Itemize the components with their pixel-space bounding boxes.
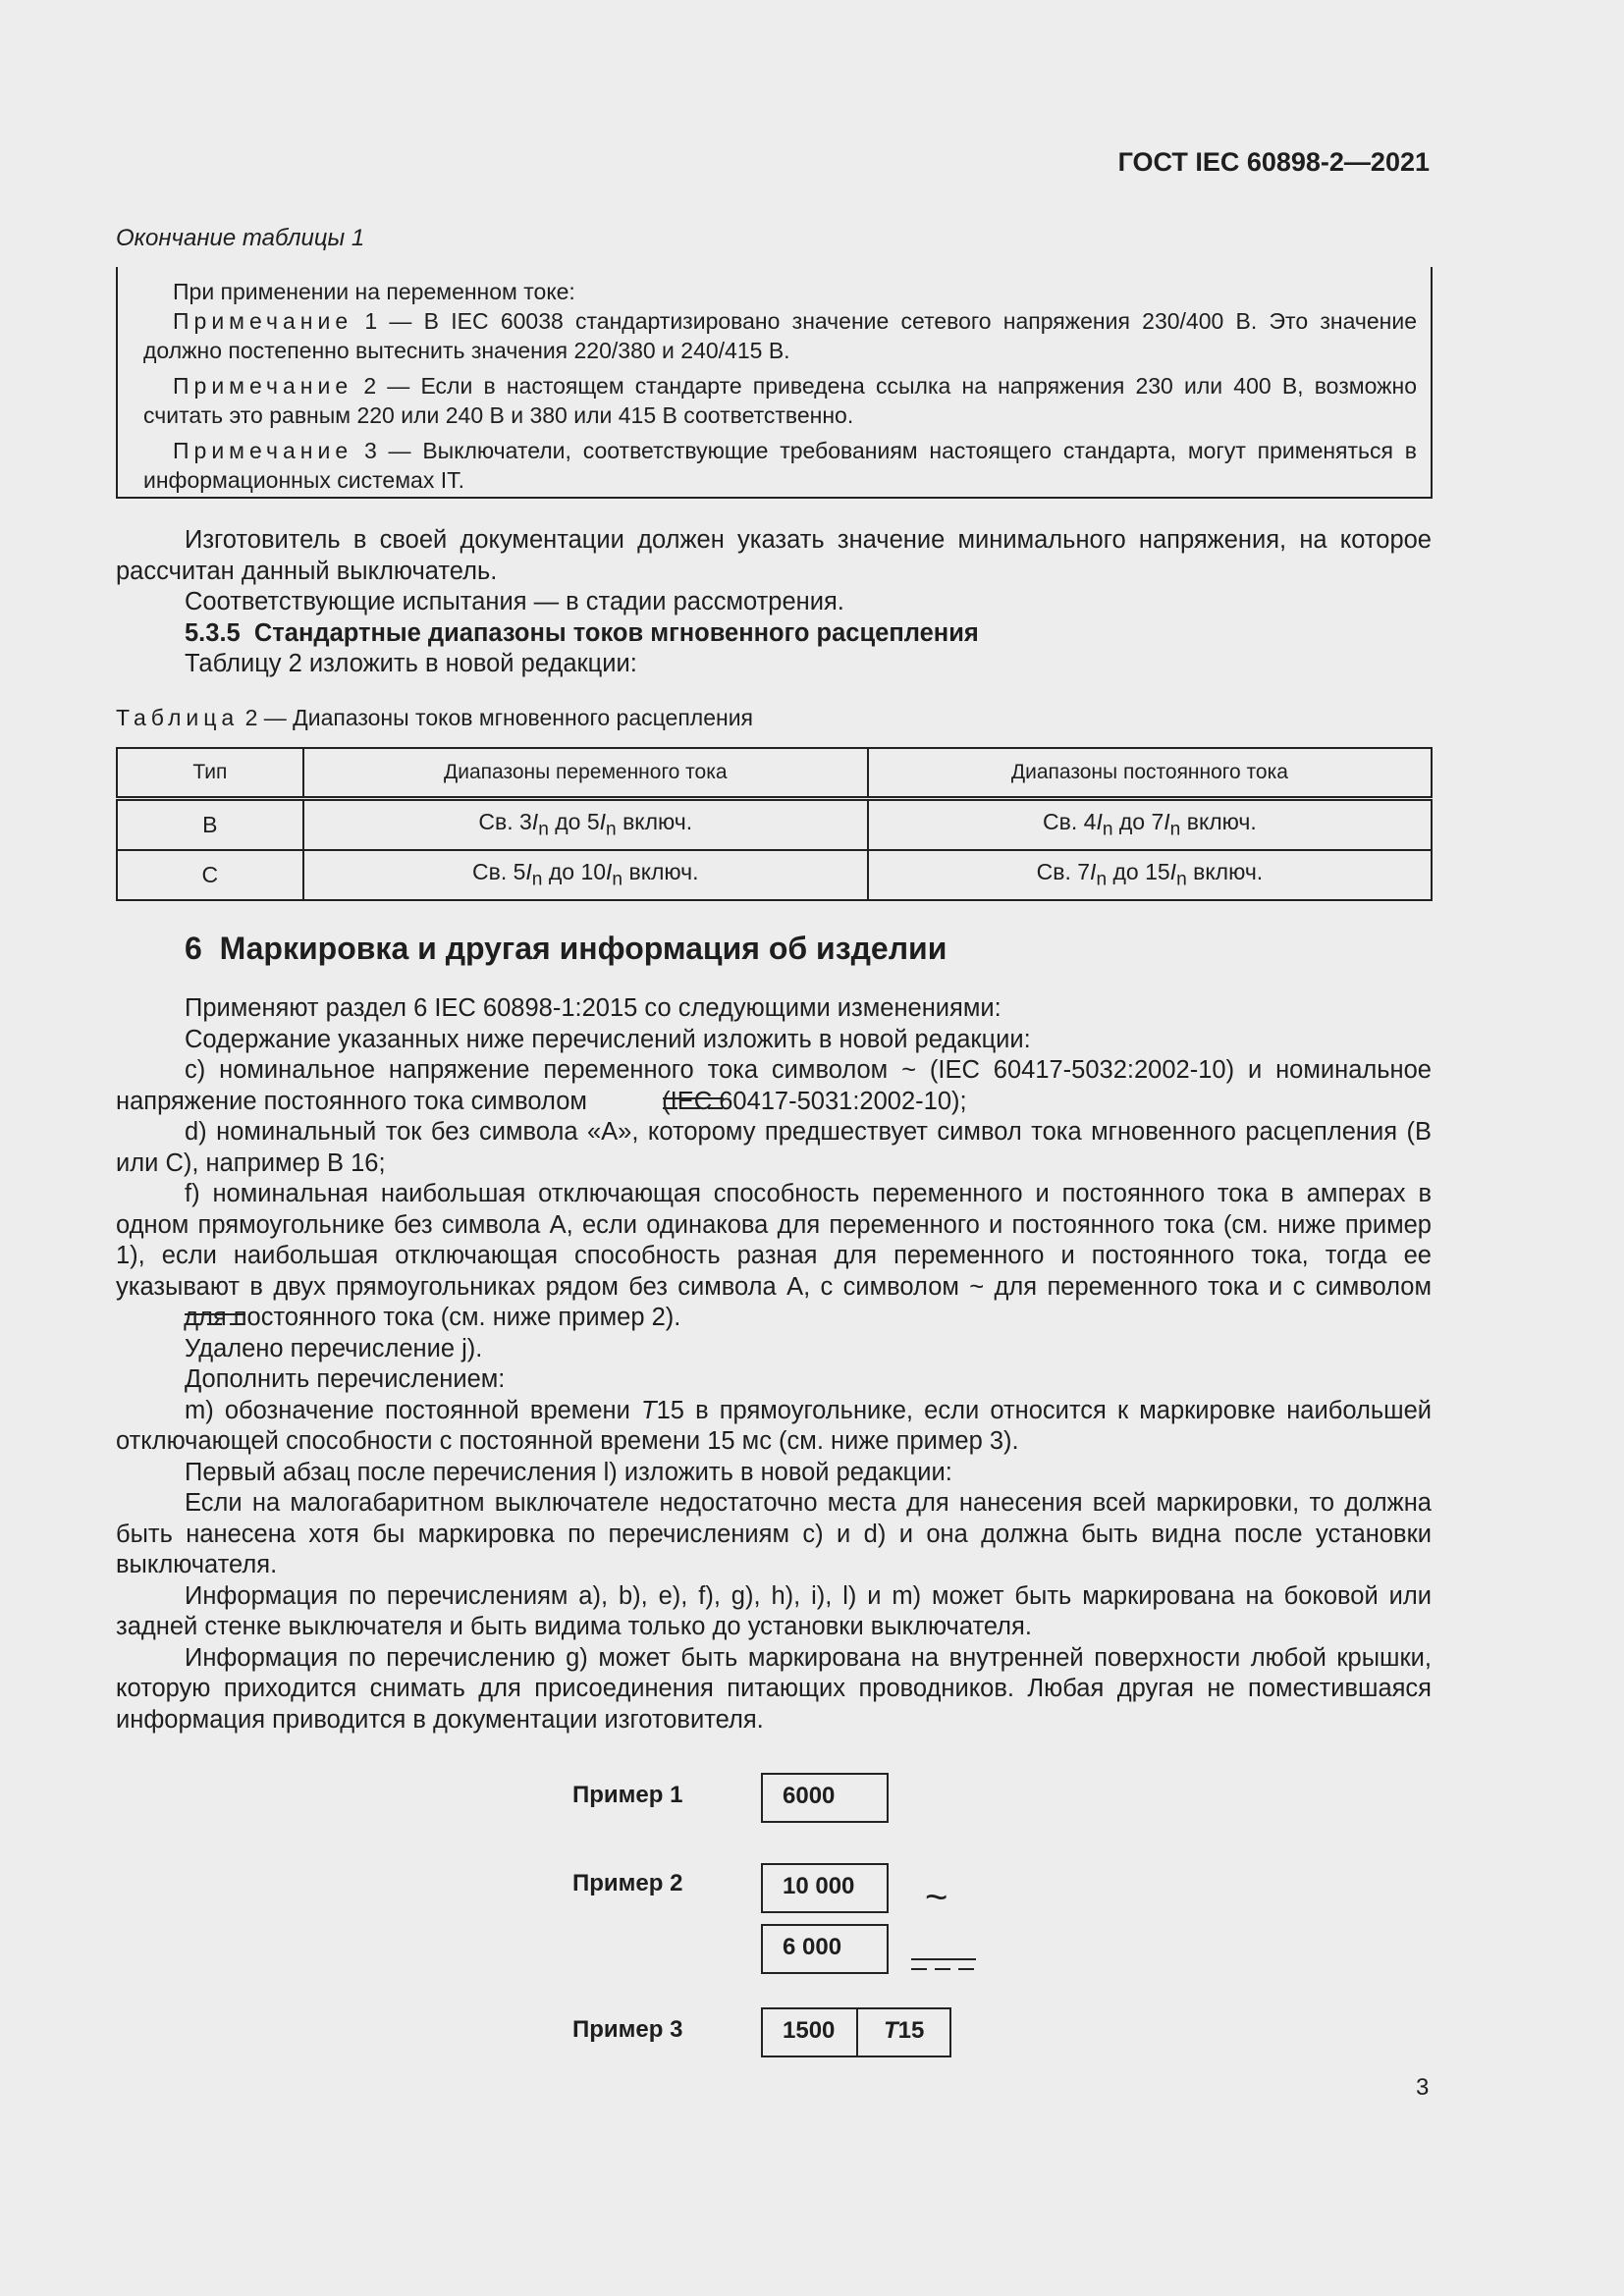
section-6-number: 6 <box>185 931 202 966</box>
s6-para-small: Если на малогабаритном выключателе недостаточно места для нанесения всей маркировки, то должна быть нанесена хотя бы маркировка по перечислениям с) и d) и она должна быть видна после установки выключателя. <box>116 1489 1432 1578</box>
table2-cell-type: C <box>117 850 303 900</box>
table1-notes-box <box>116 267 1433 499</box>
notes-intro: При применении на переменном токе: <box>173 279 575 304</box>
note-1 <box>143 306 1417 365</box>
note-3-label: Примечание <box>173 438 353 463</box>
table2-cell-ac: Св. $5I_n$ до $10I_n$ включ. <box>303 850 868 900</box>
table2-caption <box>116 705 753 731</box>
dc-symbol-icon <box>594 1092 655 1113</box>
table2-header-row <box>117 748 1432 799</box>
table2-caption-label: Таблица <box>116 705 240 730</box>
s6-para-content: Содержание указанных ниже перечислений изложить в новой редакции: <box>185 1025 1031 1053</box>
example-1-label: Пример 1 <box>572 1782 683 1808</box>
table2-cell-ac: Св. $3I_n$ до $5I_n$ включ. <box>303 799 868 851</box>
s6-para-removed: Удалено перечисление j). <box>185 1334 483 1362</box>
note-2 <box>143 371 1417 430</box>
table2-header-ac: Диапазоны переменного тока <box>303 748 868 799</box>
s6-item-d: d) номинальный ток без символа «А», которому предшествует символ тока мгновенного расцепления (В или С), например В 16; <box>116 1118 1432 1177</box>
s6-para-info: Информация по перечислениям а), b), е), f), g), h), i), l) и m) может быть маркирована на боковой или задней стенке выключателя и быть видима только до установки выключателя. <box>116 1581 1432 1640</box>
ac-symbol-icon: ~ <box>925 1876 948 1919</box>
table-continuation-label: Окончание таблицы 1 <box>116 225 365 251</box>
table2-header-dc: Диапазоны постоянного тока <box>868 748 1432 799</box>
table-row <box>117 850 1432 900</box>
example-2-ac-box: 10 000 <box>761 1863 889 1913</box>
table2-cell-dc: Св. $4I_n$ до $7I_n$ включ. <box>868 799 1432 851</box>
s6-para-apply: Применяют раздел 6 IEC 60898-1:2015 со следующими изменениями: <box>185 994 1001 1022</box>
note-1-text: 1 — В IEC 60038 стандартизировано значение сетевого напряжения 230/400 В. Это значение должно постепенно вытеснить значения 220/380 и 240/415 В. <box>143 308 1418 363</box>
note-3-text: 3 — Выключатели, соответствующие требованиям настоящего стандарта, могут применяться в информационных системах IT. <box>143 438 1418 493</box>
note-1-label: Примечание <box>173 308 353 334</box>
subsection-title: Стандартные диапазоны токов мгновенного расцепления <box>253 618 979 647</box>
dc-symbol-icon <box>911 1953 976 1980</box>
subsection-number: 5.3.5 <box>185 618 241 647</box>
table2 <box>116 747 1433 901</box>
example-1-box: 6000 <box>761 1773 889 1823</box>
para-table2-intro: Таблицу 2 изложить в новой редакции: <box>185 650 637 677</box>
s6-item-f: f) номинальная наибольшая отключающая способность переменного и постоянного тока в амперах в одном прямоугольнике без символа А, если одинакова для переменного и постоянного тока (см. ниже пример 1), если наибольшая отключающая способность разная для переменного и постоянного тока, тогда ее указывают в двух прямоугольниках рядом без символа А, с символом ~ для переменного тока и с символом для постоянного тока (см. ниже пример 2). <box>116 1180 1432 1331</box>
section-6-heading <box>185 931 947 967</box>
table2-header-type: Тип <box>117 748 303 799</box>
table2-caption-text: 2 — Диапазоны токов мгновенного расцепления <box>244 705 754 730</box>
s6-para-add: Дополнить перечислением: <box>185 1365 506 1393</box>
para-manufacturer: Изготовитель в своей документации должен указать значение минимального напряжения, на которое рассчитан данный выключатель. <box>116 526 1432 585</box>
table2-cell-type: B <box>117 799 303 851</box>
table-row <box>117 799 1432 851</box>
subsection-535 <box>116 618 1432 650</box>
example-3-time-constant-box: T15 <box>856 2007 951 2057</box>
section-6-title: Маркировка и другая информация об изделии <box>219 931 947 966</box>
doc-number: ГОСТ IEC 60898-2—2021 <box>1117 147 1430 177</box>
example-2-label: Пример 2 <box>572 1870 683 1896</box>
s6-item-m: m) обозначение постоянной времени T15 в прямоугольнике, если относится к маркировке наибольшей отключающей способности с постоянной времени 15 мс (см. ниже пример 3). <box>116 1396 1432 1455</box>
note-2-text: 2 — Если в настоящем стандарте приведена ссылка на напряжения 230 или 400 В, возможно считать это равным 220 или 240 В и 380 или 415 В соответственно. <box>143 373 1417 428</box>
example-2-dc-box: 6 000 <box>761 1924 889 1974</box>
s6-item-c: c) номинальное напряжение переменного тока символом ~ (IEC 60417-5032:2002-10) и номинальное напряжение постоянного тока символом (IEC 60417-5031:2002-10); <box>116 1056 1432 1115</box>
section-6-body <box>116 993 1432 1735</box>
note-3 <box>143 436 1417 495</box>
page-number: 3 <box>1416 2074 1430 2101</box>
s6-para-first: Первый абзац после перечисления l) изложить в новой редакции: <box>185 1458 952 1486</box>
example-3-label: Пример 3 <box>572 2016 683 2043</box>
note-2-label: Примечание <box>173 373 353 399</box>
dc-symbol-icon <box>116 1308 177 1329</box>
body-block-1 <box>116 525 1432 680</box>
example-3-value-box: 1500 <box>761 2007 858 2057</box>
table2-cell-dc: Св. $7I_n$ до $15I_n$ включ. <box>868 850 1432 900</box>
s6-para-g: Информация по перечислению g) может быть маркирована на внутренней поверхности любой крышки, которую приходится снимать для присоединения питающих проводников. Любая другая не поместившаяся информация приводится в документации изготовителя. <box>116 1643 1432 1734</box>
para-tests: Соответствующие испытания — в стадии рассмотрения. <box>185 588 844 615</box>
